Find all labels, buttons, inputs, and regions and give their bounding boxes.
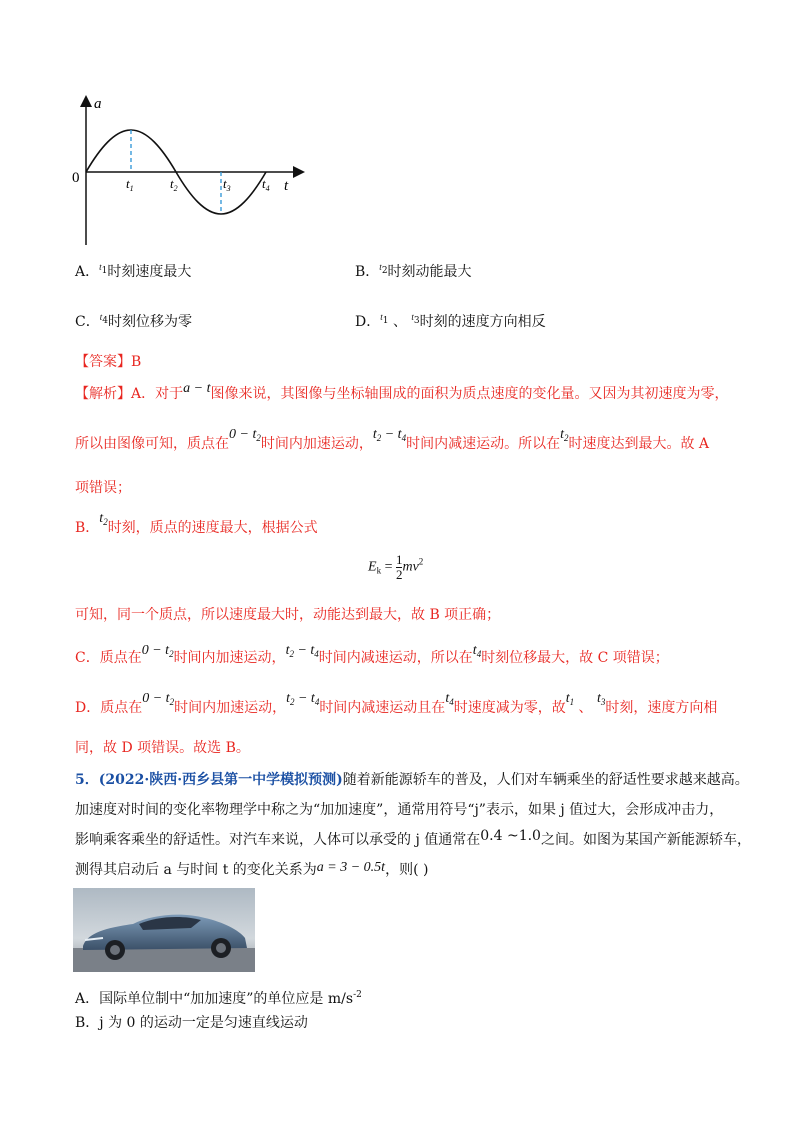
analysis-line-7: D．质点在$0 - t_2$时间内加速运动，$t_2 - t_4$时间内减速运动且在$t_4$时速度减为零，故$t_1$ 、 $t_3$时刻，速度方向相 [75, 691, 718, 716]
analysis-line-6: C．质点在$0 - t_2$时间内加速运动，$t_2 - t_4$时间内减速运动，所以在$t_4$时刻位移最大，故 C 项错误； [75, 643, 669, 666]
car-photo [73, 888, 255, 972]
analysis-line-4: B．$t_2$时刻，质点的速度最大，根据公式 [75, 511, 318, 536]
tick-t1: $t_1$ [126, 176, 134, 193]
question5-line-2: 加速度对时间的变化率物理学中称之为“加加速度”，通常用符号“j”表示，如果 j 值过大，会形成冲击力， [75, 802, 724, 818]
analysis-line-8: 同，故 D 项错误。故选 B。 [75, 740, 250, 756]
kinetic-energy-formula: $E_k$ = $\frac{1}{2}$ $mv^2$ [368, 552, 424, 582]
analysis-line-3: 项错误； [75, 480, 131, 496]
option-b[interactable]: B．$^{t2}$时刻动能最大 [355, 262, 472, 280]
question5-option-a[interactable]: A．国际单位制中“加加速度”的单位应是 $m/s^{-2}$ [75, 990, 362, 1007]
question5-line-3: 影响乘客乘坐的舒适性。对汽车来说，人体可以承受的 j 值通常在0.4 ~1.0之间。如图为某国产新能源轿车， [75, 828, 751, 848]
tick-t2: $t_2$ [170, 176, 178, 193]
option-c[interactable]: C．$^{t4}$时刻位移为零 [75, 312, 192, 330]
acceleration-time-graph [70, 90, 310, 250]
tick-t3: $t_3$ [223, 176, 231, 193]
analysis-line-2: 所以由图像可知，质点在$0 - t_2$时间内加速运动，$t_2 - t_4$时间内减速运动。所以在$t_2$时速度达到最大。故 A [75, 427, 710, 452]
y-label: a [94, 96, 102, 112]
answer-line: 【答案】B [75, 354, 142, 370]
question5-line-1: 5．(2022·陕西·西乡县第一中学模拟预测)随着新能源轿车的普及，人们对车辆乘坐的舒适性要求越来越高。 [75, 772, 749, 788]
option-a[interactable]: A．$^{t1}$时刻速度最大 [75, 262, 192, 280]
analysis-line-1: 【解析】A．对于a − t图像来说，其图像与坐标轴围成的面积为质点速度的变化量。又因为其初速度为零， [75, 381, 729, 402]
tick-t4: $t_4$ [262, 176, 270, 193]
question5-line-4: 测得其启动后 a 与时间 t 的变化关系为a = 3 − 0.5t，则( ) [75, 860, 429, 878]
question5-option-b[interactable]: B．j 为 0 的运动一定是匀速直线运动 [75, 1015, 308, 1031]
analysis-line-5: 可知，同一个质点，所以速度最大时，动能达到最大，故 B 项正确； [75, 607, 501, 623]
origin-label: 0 [72, 170, 80, 186]
option-d[interactable]: D．$^{t1}$ 、 $^{t3}$时刻的速度方向相反 [355, 312, 546, 330]
x-label: t [284, 178, 289, 194]
